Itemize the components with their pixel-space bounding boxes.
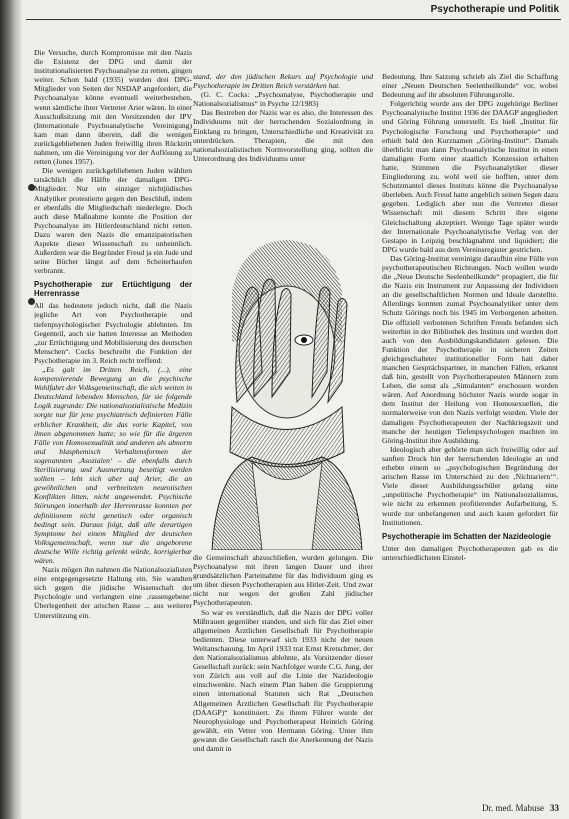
header-rule	[26, 19, 561, 20]
quote: „Es galt im Dritten Reich, (...), eine kompensierende Bewegung an die psychische Wohlfahrt der Volksgemeinschaft, die sich weiten in Deutschland lebenden Menschen, für sie folgende Logik zugrunde: Die nationalsozialistische Medizin sorgte nur für jene psychiatrisch definierten Fälle erblicher Krankheit, die das vorie Kapitel, von ihnen abgenommen hatte; so wie für die ärgeren Fälle von Homosexualität und anderen als abnorm und blasphemisch Verhaltensformen der sogenannten ‚Asozialen‘ – die ebenfalls durch Sterilisierung und Ausmerzung beseitigt werden sollten – lebt sich aber auf Arier, die an gewöhnlichen und verbreiteten neurotischen Konflikten litten, nicht angewendet. Psychische Störungen innerhalb der Herrenrasse konnten per definitionem nicht genetisch oder organisch bedingt sein. Daraus folgt, daß alle derartigen Symptome bei einem Mitglied der deutschen Volksgemeinschaft, wenn nur die angeborene deutsche Wille richtig gelenkt würde, korrigierbar wären.	[34, 365, 192, 565]
subheading: Psychotherapie im Schatten der Nazideologie	[382, 531, 551, 541]
paragraph: Die wenigen zurückgebliebenen Juden wählten tatsächlich die Hälfte der damaligen DPG-Mitglieder. Nur ein einziger nichtjüdisches Analytiker protestierte gegen den Beschluß, indem er ebenfalls die Mitgliedschaft niederlegte. Doch auch diese Maßnahme konnte die Position der Psychoanalyse im Hitlerdeutschland nicht retten. Dazu waren den Nazis die emanzipatorischen Aspekte dieser Wissenschaft zu unheimlich. Außerdem war die Begründer Freud ja ein Jude und seine Bücher längst auf dem Scheiterhaufen verbrannt.	[34, 166, 192, 276]
paragraph: Das Göring-Institut vereinigte daraufhin eine Fülle von psychotherapeutischen Richtungen. Noch wollen wurde die „Neue Deutsche Seelenheilkunde“ propagiert, die für die Nazis ein Instrument zur Anpassung der Individuen an die gesellschaftlichen Normen und Ideale darstellte. Allerdings konnten zumal Psychoanalytiker unter dem Schutz Görings noch bis 1945 im Verborgenen arbeiten. Die offiziell verbotenen Schriften Freuds befanden sich weiterhin in der Bibliothek des Instituts und wurden dort auch von den Ausbildungskandidaten gelesen. Die Funktion der Psychotherapie in sicheren Zeiten gleichgeschalteter institutioneller Form hatt daher manchen Gesprächspartner, in manchen Fällen, erkannt daß hin, gestellt von Psychotherapeuten Männern zum Leben, die sonst als „Simulanten“ erschossen worden wären. Auf Anordnung höchster Nazis wurde sogar in dem Institut der Heilung von Homosexuellen, die normalerweise von den Nazis verfolgt wurden. Viele der damaligen Psychotherapeuten der Nachkriegszeit und manche der heutigen Tiefenpsychologen machten im Göring-Institut ihre Ausbildung.	[382, 253, 558, 445]
paragraph: All das bedeutete jedoch nicht, daß die Nazis jegliche Art von Psychotherapie und tiefenpsychologischer Psychologie ablehnten. Im Gegenteil, auch sie hatten Interesse an Methoden „zur Ertüchtigung und Mobilisierung des deutschen Menschen“. Cocks beschreibt die Funktion der Psychotherapie im 3. Reich recht treffend:	[34, 301, 192, 365]
column-2-bottom	[193, 553, 373, 808]
paragraph: Ideologisch aber gehörte man sich freiwillig oder auf sanften Druck hin der herrschenden Ideologie an und erhebte einem so „psychologischen Begründung der arischen Rasse im Unterschied zu den ‚Nichtariern‘“. Viele dieser Ausbildungsschüler gelang eine „unpolitische Psychotherapie“ im Nationalsozialismus, wie nicht zu erkennen profitierender Aufarbeitung, S. wurde zur unbefangenen und auch kaum gefordert für Institutionen.	[382, 444, 558, 527]
illustration-svg	[192, 222, 374, 550]
citation: (G. C. Cocks: „Psychoanalyse, Psychotherapie und Nationalsozialismus“ in Psyche 12/1983)	[193, 90, 373, 109]
paragraph: Die Versuche, durch Kompromisse mit den Nazis die Existenz der DPG und damit der institutionalisierten Psychoanalyse zu retten, gingen weiter. Schon bald (1935) wurden drei DPG-Mitglieder von Seiten der NSDAP angefordert, die Psychoanalyse könne eventuell weiterbestehen, wenn sämtliche ihrer Vertreter Arier wären. In einer Ausschußsitzung mit den Vorsitzenden der IPV (Internationale Psychoanalytische Vereinigung) kam man dann überein, daß die wenigen zurückgebliebenen Juden freiwillig ihren Rücktritt nahmen, um die Vereinigung vor der Auflösung zu retten (Jones 1957).	[34, 48, 192, 167]
quote: stand, der den jüdischen Rekurs auf Psychologie und Psychotherapie im Dritten Reich verstärken hat.	[193, 72, 373, 91]
paragraph: Bedeutung. Ihre Satzung schrieb als Ziel die Schaffung einer „Neuen Deutschen Seelenheilkunde“ vor, wobei Bedeutung auf ihr absoluten Führungsrolle.	[382, 72, 558, 100]
paragraph: Das Bestreben der Nazis war es also, die Interessen des Individuums mit der herrschenden Sozialordnung in Einklang zu bringen, Unterschiedliche und Kreativität zu unterdrücken. Therapien, die mit den nationalsozialistischen Normvorstellung ging, sollten die Unterordnung des Individuums unter	[193, 108, 373, 163]
book-spine-shadow	[0, 0, 22, 819]
paragraph: die Gemeinschaft abzuschließen, wurden gelungen. Die Psychoanalyse mit ihren langen Dauer und ihrer grundsätzlichen Parteinahme für das Individuum ging es um über diesen Psychotherapien aus Hitler-Zeit. Und zwar nicht nur wegen der großen Zahl jüdischer Psychotherapeuten.	[193, 553, 373, 608]
column-1	[34, 48, 192, 808]
subheading: Psychotherapie zur Ertüchtigung der Herrenrasse	[34, 280, 192, 299]
page-footer	[482, 803, 559, 813]
paragraph: Unter den damaligen Psychotherapeuten gab es die unterschiedlichsten Einstel-	[382, 543, 558, 562]
pupil-shape	[301, 337, 307, 343]
column-2-top	[193, 72, 373, 222]
hands-over-face-illustration	[192, 222, 374, 550]
paragraph: Folgerichtig wurde aus der DPG zugehörige Berliner Psychoanalytische Institut 1936 der DAAGP angegliedert und Göring Führung unterstellt. Es hieß „Institut für Psychologische Forschung und Psychotherapie“ und erhielt bald den Kurznamen „Göring-Institut“. Damals überblickt man dann Psychoanalytische Institut in einen damaligen Form einer staatlich Konzession erhalten hatte, Stimmen die Psychoanalytiker dieser Eingliederung zu, wohl weil sie hofften, unter dem Schutzmantel dieses Instituts könne die Psychoanalyse überleben. Auch Freud hatte angeblich seinen Segen dazu gegeben. Lediglich aber nun die Vertreter dieser Wissenschaft mit diesem Schritt ihre eigene Gleichschaltung akzeptiert. Wenige Tage später wurde der Internationale Psychoanalytische Verlag von der Gestapo in Leipzig beschlagnahmt und liquidiert; die DPG wurde bald aus dem Vereinsregister gestrichen.	[382, 99, 558, 254]
column-3	[382, 72, 558, 802]
section-header: Psychotherapie und Politik	[430, 4, 559, 15]
paragraph: So war es verständlich, daß die Nazis der DPG voller Mißtrauen gegenüber standen, und sich für das Ziel einer allgemeinen Ärztlichen Gesellschaft für Psychotherapie bedienten. Diese unterwarf sich 1933 nicht der neuen Weltanschauung. Im April 1933 trat Ernst Kretschmer, der den Nationalsozialismus ablehnte, als Vorsitzender dieser Gesellschaft zurück: sein Nachfolger wurde C.G. Jung, der von Zürich aus voll auf die Linie der Nazideologie einschwenkte. Nach einem Plan haben die Gruppierung einen international Statuten sich Rat „Deutschen Allgemeinen Ärztlichen Gesellschaft für Psychotherapie (DAAGP)“ konstituiert. Zu ihrem Führer wurde der Neurophysiologe und Psychotherapeut Heinrich Göring gewählt, ein Vetter von Hermann Göring. Unter ihm gewann die Gesellschaft rasch die Anerkennung der Nazis und damit in	[193, 607, 373, 753]
page-number: 33	[550, 803, 559, 813]
footer-author: Dr. med. Mabuse	[482, 803, 544, 813]
paragraph: Nazis mögen ihn nahmen die Nationalsozialisten eine entgegengesetzte Haltung ein. Sie wandten sich gegen die jüdische Wissenschaft der Psychologie und verlangten eine ‚rassengebene‘ Überlegenheit der arischen Rasse ... aus weiterer Unterstützung ein.	[34, 565, 192, 620]
